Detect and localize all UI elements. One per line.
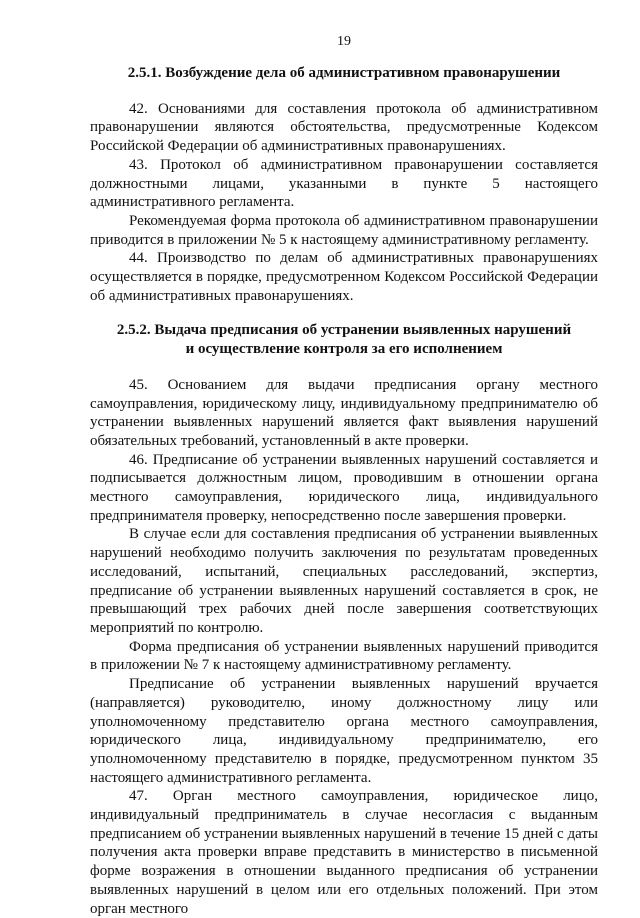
section-heading-line: и осуществление контроля за его исполнением — [185, 341, 503, 358]
paragraph: 43. Протокол об административном правонарушении составляется должностными лицами, указанными в пункте 5 настоящего административного регламента. — [90, 156, 598, 211]
document-page — [90, 34, 598, 918]
paragraph: В случае если для составления предписания об устранении выявленных нарушений необходимо получить заключения по результатам проведенных исследований, испытаний, специальных расследований, экспертиз, предписание об устранении выявленных нарушений составляется в срок, не превышающий трех рабочих дней после завершения соответствующих мероприятий по контролю. — [90, 526, 598, 636]
page-number: 19 — [337, 34, 351, 49]
paragraph: Рекомендуемая форма протокола об административном правонарушении приводится в приложении № 5 к настоящему административному регламенту. — [90, 212, 598, 248]
section-heading — [90, 321, 598, 358]
section-2-5-2 — [90, 321, 598, 918]
paragraph: 42. Основаниями для составления протокола об административном правонарушении являются обстоятельства, предусмотренные Кодексом Российской Федерации об административных правонарушениях. — [90, 100, 598, 155]
section-heading: 2.5.1. Возбуждение дела об административном правонарушении — [127, 65, 561, 81]
paragraph: 45. Основанием для выдачи предписания органу местного самоуправления, юридическому лицу, индивидуальному предпринимателю об устранении выявленных нарушений является факт выявления нарушений обязательных требований, установленный в акте проверки. — [90, 376, 598, 449]
paragraph: 47. Орган местного самоуправления, юридическое лицо, индивидуальный предприниматель в случае несогласия с выданным предписанием об устранении выявленных нарушений в течение 15 дней с даты получения акта проверки вправе представить в министерство в письменной форме возражения в отношении выданного предписания об устранении выявленных нарушений в целом или его отдельных положений. При этом орган местного — [90, 788, 598, 917]
paragraph: Предписание об устранении выявленных нарушений вручается (направляется) руководителю, иному должностному лицу или уполномоченному представителю органа местного самоуправления, юридического лица, индивидуальному предпринимателю, его уполномоченному представителю в порядке, предусмотренном пунктом 35 настоящего административного регламента. — [90, 676, 598, 786]
section-2-5-1 — [90, 64, 598, 305]
paragraph: Форма предписания об устранении выявленных нарушений приводится в приложении № 7 к настоящему административному регламенту. — [90, 638, 598, 674]
paragraph: 46. Предписание об устранении выявленных нарушений составляется и подписывается должностным лицом, проводившим в отношении органа местного самоуправления, юридического лица, индивидуального предпринимателя проверку, непосредственно после завершения проверки. — [90, 451, 598, 524]
section-heading-line: 2.5.2. Выдача предписания об устранении выявленных нарушений — [116, 322, 572, 339]
paragraph: 44. Производство по делам об административных правонарушениях осуществляется в порядке, предусмотренном Кодексом Российской Федерации об административных правонарушениях. — [90, 250, 598, 304]
